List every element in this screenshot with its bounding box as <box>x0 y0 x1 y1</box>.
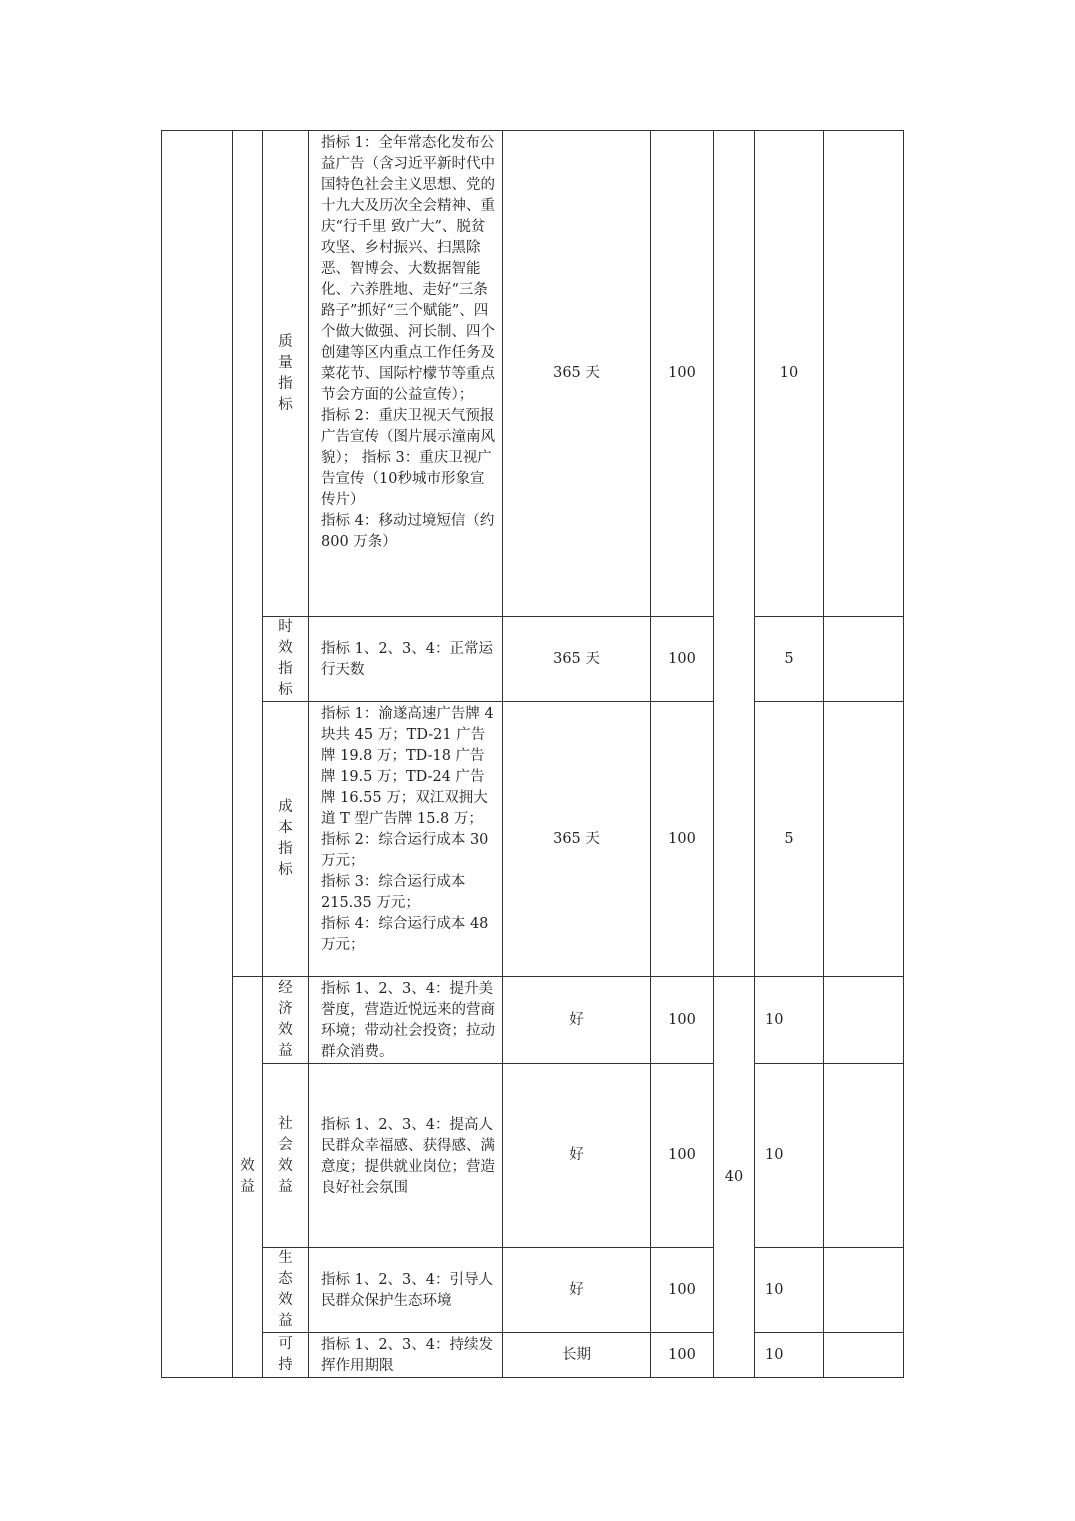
economic-description: 指标 1、2、3、4：提升美誉度，营造近悦远来的营商环境；带动社会投资；拉动群众消费。 <box>309 977 503 1064</box>
quality-score: 10 <box>755 131 824 617</box>
ecological-target: 好 <box>503 1248 651 1333</box>
economic-label: 经济效益 <box>263 977 309 1064</box>
cost-actual: 100 <box>651 702 714 977</box>
social-target: 好 <box>503 1064 651 1248</box>
benefit-weight: 40 <box>714 977 755 1378</box>
quality-target: 365 天 <box>503 131 651 617</box>
blank-cell <box>162 131 233 1378</box>
ecological-actual: 100 <box>651 1248 714 1333</box>
table-row <box>162 977 904 1064</box>
blank-cell <box>824 702 904 977</box>
sustainable-target: 长期 <box>503 1333 651 1378</box>
blank-cell <box>824 1064 904 1248</box>
social-actual: 100 <box>651 1064 714 1248</box>
blank-cell <box>824 617 904 702</box>
table-row <box>162 131 904 617</box>
timeliness-score: 5 <box>755 617 824 702</box>
sustainable-label: 可持 <box>263 1333 309 1378</box>
table-row <box>162 702 904 977</box>
blank-cell <box>824 1333 904 1378</box>
timeliness-label: 时效指标 <box>263 617 309 702</box>
social-description: 指标 1、2、3、4：提高人民群众幸福感、获得感、满意度；提供就业岗位；营造良好社会氛围 <box>309 1064 503 1248</box>
performance-table <box>161 130 904 1378</box>
blank-cell <box>714 131 755 977</box>
quality-actual: 100 <box>651 131 714 617</box>
economic-actual: 100 <box>651 977 714 1064</box>
blank-cell <box>824 977 904 1064</box>
blank-cell <box>233 131 263 977</box>
cost-score: 5 <box>755 702 824 977</box>
timeliness-actual: 100 <box>651 617 714 702</box>
social-score: 10 <box>755 1064 824 1248</box>
blank-cell <box>824 131 904 617</box>
blank-cell <box>824 1248 904 1333</box>
table-row <box>162 1248 904 1333</box>
benefit-group-label: 效益 <box>233 977 263 1378</box>
sustainable-score: 10 <box>755 1333 824 1378</box>
cost-description: 指标 1：渝遂高速广告牌 4 块共 45 万；TD-21 广告牌 19.8 万；TD-18 广告牌 19.5 万；TD-24 广告牌 16.55 万；双江双拥大道 T 型广告牌 15.8 万； 指标 2：综合运行成本 30 万元； 指标 3：综合运行成本 215.35 万元； 指标 4：综合运行成本 48 万元； <box>309 702 503 977</box>
timeliness-target: 365 天 <box>503 617 651 702</box>
timeliness-description: 指标 1、2、3、4：正常运行天数 <box>309 617 503 702</box>
cost-target: 365 天 <box>503 702 651 977</box>
ecological-label: 生态效益 <box>263 1248 309 1333</box>
economic-target: 好 <box>503 977 651 1064</box>
table-row <box>162 1064 904 1248</box>
table-row <box>162 1333 904 1378</box>
cost-label: 成本指标 <box>263 702 309 977</box>
quality-label: 质量指标 <box>263 131 309 617</box>
quality-description: 指标 1：全年常态化发布公益广告（含习近平新时代中国特色社会主义思想、党的十九大及历次全会精神、重庆“行千里 致广大”、脱贫攻坚、乡村振兴、扫黑除恶、智博会、大数据智能化、六养胜地、走好“三条路子”抓好“三个赋能”、四个做大做强、河长制、四个创建等区内重点工作任务及菜花节、国际柠檬节等重点节会方面的公益宣传）； 指标 2：重庆卫视天气预报广告宣传（图片展示潼南风貌）； 指标 3：重庆卫视广告宣传（10秒城市形象宣传片） 指标 4：移动过境短信（约 800 万条） <box>309 131 503 617</box>
social-label: 社会效益 <box>263 1064 309 1248</box>
sustainable-description: 指标 1、2、3、4：持续发挥作用期限 <box>309 1333 503 1378</box>
ecological-score: 10 <box>755 1248 824 1333</box>
sustainable-actual: 100 <box>651 1333 714 1378</box>
table-row <box>162 617 904 702</box>
economic-score: 10 <box>755 977 824 1064</box>
ecological-description: 指标 1、2、3、4：引导人民群众保护生态环境 <box>309 1248 503 1333</box>
